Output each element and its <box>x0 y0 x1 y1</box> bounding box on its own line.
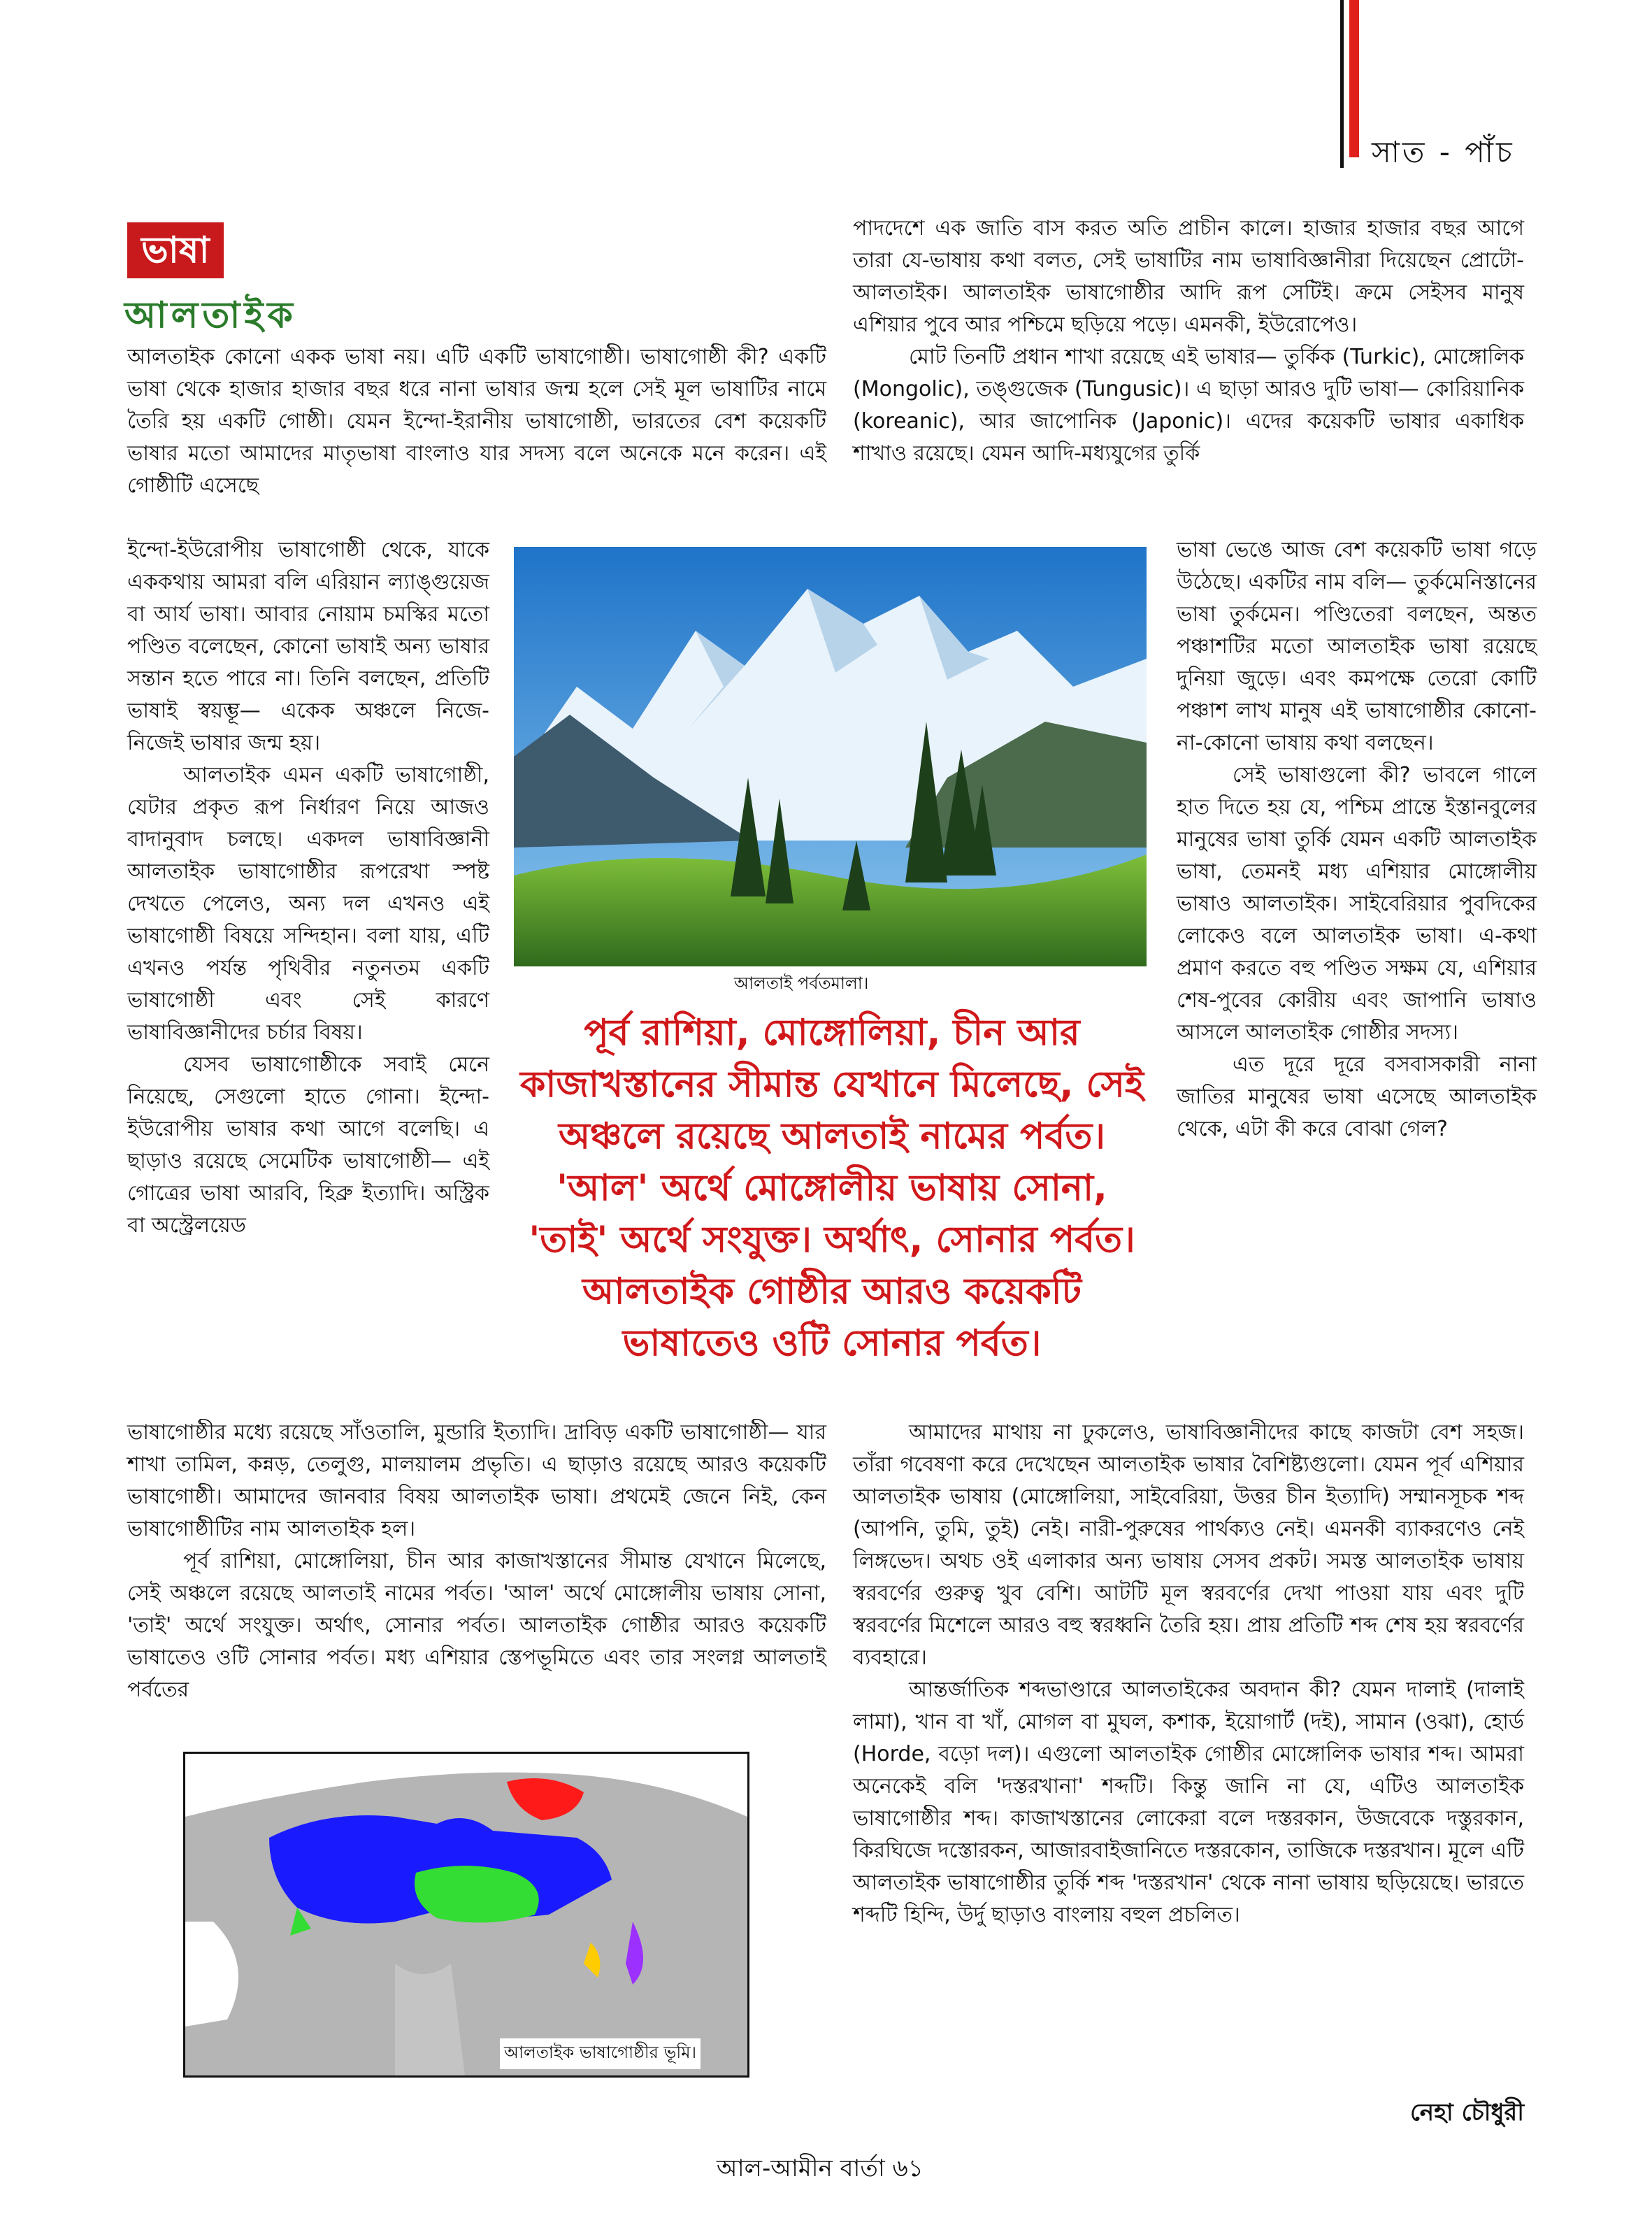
page-footer: আল-আমীন বার্তা ৬১ <box>717 2154 924 2182</box>
paragraph: এত দূরে দূরে বসবাসকারী নানা জাতির মানুষের ভাষা এসেছে আলতাইক থেকে, এটা কী করে বোঝা গেল? <box>1177 1052 1537 1141</box>
paragraph: সেই ভাষাগুলো কী? ভাবলে গালে হাত দিতে হয় যে, পশ্চিম প্রান্তে ইস্তানবুলের মানুষের ভাষা তুর্কি যেমন একটি আলতাইক ভাষা, তেমনই মধ্য এশিয়ার মোঙ্গোলীয় ভাষাও আলতাইক। সাইবেরিয়ার পুবদিকের লোকেও বলে আলতাইক ভাষা। এ-কথা প্রমাণ করতে বহু পণ্ডিত সক্ষম যে, এশিয়ার শেষ-পুবের কোরীয় এবং জাপানি ভাষাও আসলে আলতাইক গোষ্ঠীর সদস্য। <box>1177 763 1537 1045</box>
article-title: আলতাইক <box>124 294 297 336</box>
paragraph: মোট তিনটি প্রধান শাখা রয়েছে এই ভাষার— তুর্কিক (Turkic), মোঙ্গোলিক (Mongolic), তঙ্গুজেক (Tungusic)। এ ছাড়া আরও দুটি ভাষা— কোরিয়ানিক (koreanic), আর জাপোনিক (Japonic)। এদের কয়েকটি ভাষার একাধিক শাখাও রয়েছে। যেমন আদি-মধ্যযুগের তুর্কি <box>853 345 1524 466</box>
paragraph: আলতাইক এমন একটি ভাষাগোষ্ঠী, যেটার প্রকৃত রূপ নির্ধারণ নিয়ে আজও বাদানুবাদ চলছে। একদল ভাষাবিজ্ঞানী আলতাইক ভাষাগোষ্ঠীর রূপরেখা স্পষ্ট দেখতে পেলেও, অন্য দল এখনও এই ভাষাগোষ্ঠী বিষয়ে সন্দিহান। বলা যায়, এটি এখনও পর্যন্ত পৃথিবীর নতুনতম একটি ভাষাগোষ্ঠী এবং সেই কারণে ভাষাবিজ্ঞানীদের চর্চার বিষয়। <box>127 763 489 1045</box>
paragraph: যেসব ভাষাগোষ্ঠীকে সবাই মেনে নিয়েছে, সেগুলো হাতে গোনা। ইন্দো-ইউরোপীয় ভাষার কথা আগে বলেছি। এ ছাড়াও রয়েছে সেমেটিক ভাষাগোষ্ঠী— এই গোত্রের ভাষা আরবি, হিব্রু ইত্যাদি। অস্ট্রিক বা অস্ট্রেলয়েড <box>127 1052 489 1238</box>
left-column <box>127 534 489 1242</box>
pull-quote: পূর্ব রাশিয়া, মোঙ্গোলিয়া, চীন আর কাজাখস্তানের সীমান্ত যেখানে মিলেছে, সেই অঞ্চলে রয়েছে আলতাই নামের পর্বত। 'আল' অর্থে মোঙ্গোলীয় ভাষায় সোনা, 'তাই' অর্থে সংযুক্ত। অর্থাৎ, সোনার পর্বত। আলতাইক গোষ্ঠীর আরও কয়েকটি ভাষাতেও ওটি সোনার পর্বত। <box>520 1012 1144 1364</box>
paragraph: পাদদেশে এক জাতি বাস করত অতি প্রাচীন কালে। হাজার হাজার বছর আগে তারা যে-ভাষায় কথা বলত, সেই ভাষাটির নাম ভাষাবিজ্ঞানীরা দিয়েছেন প্রোটো-আলতাইক। আলতাইক ভাষাগোষ্ঠীর আদি রূপ সেটিই। ক্রমে সেইসব মানুষ এশিয়ার পুবে আর পশ্চিমে ছড়িয়ে পড়ে। এমনকী, ইউরোপেও। <box>853 216 1524 337</box>
page-section-label: সাত - পাঁচ <box>1372 135 1515 169</box>
right-top-block <box>853 213 1524 470</box>
right-bottom-block <box>853 1417 1524 1931</box>
paragraph: ভাষাগোষ্ঠীর মধ্যে রয়েছে সাঁওতালি, মুন্ডারি ইত্যাদি। দ্রাবিড় একটি ভাষাগোষ্ঠী— যার শাখা তামিল, কন্নড়, তেলুগু, মালয়ালম প্রভৃতি। এ ছাড়াও রয়েছে আরও কয়েকটি ভাষাগোষ্ঠী। আমাদের জানবার বিষয় আলতাইক ভাষা। প্রথমেই জেনে নিই, কেন ভাষাগোষ্ঠীটির নাম আলতাইক হল। <box>127 1420 826 1541</box>
altai-mountains-photo <box>514 547 1147 966</box>
header-rule <box>1340 0 1344 168</box>
paragraph: ইন্দো-ইউরোপীয় ভাষাগোষ্ঠী থেকে, যাকে এককথায় আমরা বলি এরিয়ান ল্যাঙ্গুয়েজ বা আর্য ভাষা। আবার নোয়াম চমস্কির মতো পণ্ডিত বলেছেন, কোনো ভাষাই অন্য ভাষার সন্তান হতে পারে না। তিনি বলছেন, প্রতিটি ভাষাই স্বয়ম্ভূ— একেক অঞ্চলে নিজে-নিজেই ভাষার জন্ম হয়। <box>127 538 489 755</box>
paragraph: পূর্ব রাশিয়া, মোঙ্গোলিয়া, চীন আর কাজাখস্তানের সীমান্ত যেখানে মিলেছে, সেই অঞ্চলে রয়েছে আলতাই নামের পর্বত। 'আল' অর্থে মোঙ্গোলীয় ভাষায় সোনা, 'তাই' অর্থে সংযুক্ত। অর্থাৎ, সোনার পর্বত। আলতাইক গোষ্ঠীর আরও কয়েকটি ভাষাতেও ওটি সোনার পর্বত। মধ্য এশিয়ার স্তেপভূমিতে এবং তার সংলগ্ন আলতাই পর্বতের <box>127 1549 826 1702</box>
photo-caption: আলতাই পর্বতমালা। <box>734 973 869 993</box>
paragraph: আমাদের মাথায় না ঢুকলেও, ভাষাবিজ্ঞানীদের কাছে কাজটা বেশ সহজ। তাঁরা গবেষণা করে দেখেছেন আলতাইক ভাষার বৈশিষ্ট্যগুলো। যেমন পূর্ব এশিয়ার আলতাইক ভাষায় (মোঙ্গোলিয়া, সাইবেরিয়া, উত্তর চীন ইত্যাদি) সম্মানসূচক শব্দ (আপনি, তুমি, তুই) নেই। নারী-পুরুষের পার্থক্যও নেই। এমনকী ব্যাকরণেও নেই লিঙ্গভেদ। অথচ ওই এলাকার অন্য ভাষায় সেসব প্রকট। সমস্ত আলতাইক ভাষায় স্বরবর্ণের গুরুত্ব খুব বেশি। আটটি মূল স্বরবর্ণের দেখা পাওয়া যায় এবং দুটি স্বরবর্ণের মিশেলে আরও বহু স্বরধ্বনি তৈরি হয়। প্রায় প্রতিটি শব্দ শেষ হয় স্বরবর্ণের ব্যবহারে। <box>853 1420 1524 1670</box>
altaic-language-map <box>183 1752 749 2078</box>
header-accent-bar <box>1349 0 1359 157</box>
right-column <box>1177 534 1537 1145</box>
section-tag: ভাষা <box>127 222 224 278</box>
left-bottom-block <box>127 1417 826 1706</box>
intro-block <box>127 341 826 502</box>
paragraph: ভাষা ভেঙে আজ বেশ কয়েকটি ভাষা গড়ে উঠেছে। একটির নাম বলি— তুর্কমেনিস্তানের ভাষা তুর্কমেন। পণ্ডিতেরা বলছেন, অন্তত পঞ্চাশটির মতো আলতাইক ভাষা রয়েছে দুনিয়া জুড়ে। এবং কমপক্ষে তেরো কোটি পঞ্চাশ লাখ মানুষ এই ভাষাগোষ্ঠীর কোনো-না-কোনো ভাষায় কথা বলছেন। <box>1177 538 1537 755</box>
paragraph: আন্তর্জাতিক শব্দভাণ্ডারে আলতাইকের অবদান কী? যেমন দালাই (দালাই লামা), খান বা খাঁ, মোগল বা মুঘল, কশাক, ইয়োগার্ট (দই), সামান (ওঝা), হোর্ড (Horde, বড়ো দল)। এগুলো আলতাইক গোষ্ঠীর মোঙ্গোলিক ভাষার শব্দ। আমরা অনেকেই বলি 'দস্তরখানা' শব্দটি। কিন্তু জানি না যে, এটিও আলতাইক ভাষাগোষ্ঠীর শব্দ। কাজাখস্তানের লোকেরা বলে দস্তরকান, উজবেকে দস্তুরকান, কিরঘিজে দস্তোরকন, আজারবাইজানিতে দস্তরকোন, তাজিকে দস্তরখান। মূলে এটি আলতাইক ভাষাগোষ্ঠীর তুর্কি শব্দ 'দস্তরখান' থেকে নানা ভাষায় ছড়িয়েছে। ভারতে শব্দটি হিন্দি, উর্দু ছাড়াও বাংলায় বহুল প্রচলিত। <box>853 1678 1524 1927</box>
author-name: নেহা চৌধুরী <box>1409 2099 1524 2127</box>
paragraph: আলতাইক কোনো একক ভাষা নয়। এটি একটি ভাষাগোষ্ঠী। ভাষাগোষ্ঠী কী? একটি ভাষা থেকে হাজার হাজার বছর ধরে নানা ভাষার জন্ম হলে সেই মূল ভাষাটির নামে তৈরি হয় একটি গোষ্ঠী। যেমন ইন্দো-ইরানীয় ভাষাগোষ্ঠী, ভারতের বেশ কয়েকটি ভাষার মতো আমাদের মাতৃভাষা বাংলাও যার সদস্য বলে অনেকে মনে করেন। এই গোষ্ঠীটি এসেছে <box>127 345 826 498</box>
map-caption: আলতাইক ভাষাগোষ্ঠীর ভূমি। <box>500 2038 701 2069</box>
